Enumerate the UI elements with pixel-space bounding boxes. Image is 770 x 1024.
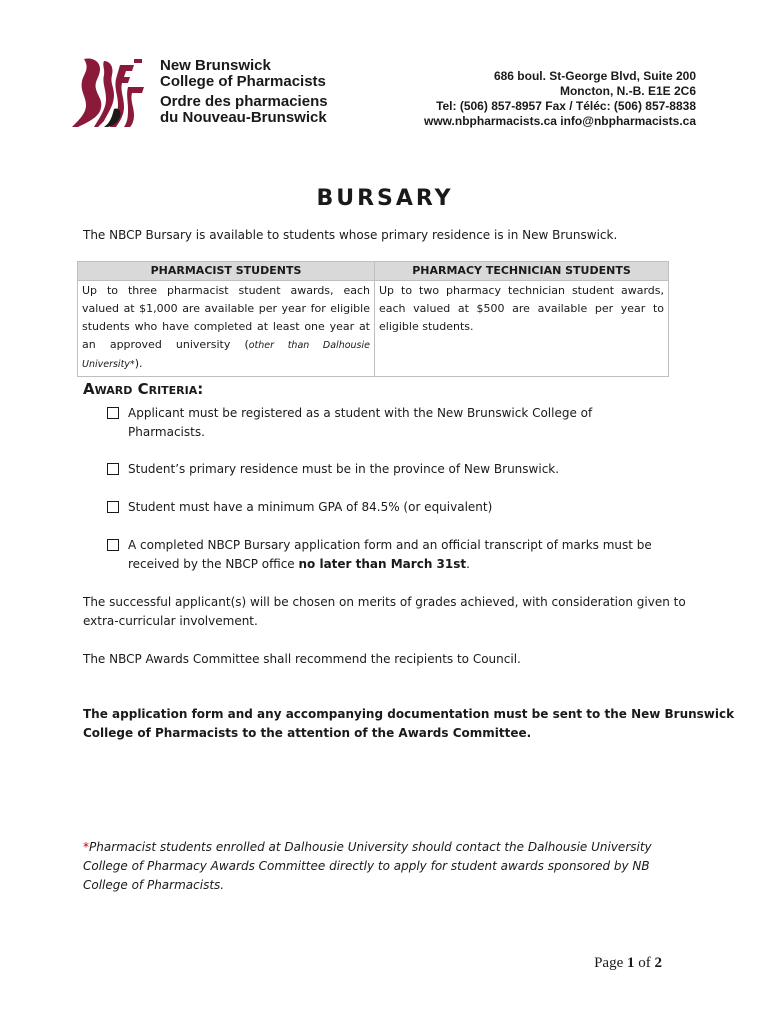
- page-current: 1: [627, 955, 635, 971]
- criteria-item: [107, 498, 667, 517]
- criteria-text-3: Student must have a minimum GPA of 84.5% (or equivalent): [128, 500, 493, 514]
- technician-cell: Up to two pharmacy technician student awards, each valued at $500 are available per year to eligible students.: [375, 281, 669, 377]
- pharmacist-text: Up to three pharmacist student awards, each valued at $1,000 are available per year for eligible students who have completed at least one year at an approved university (: [82, 284, 370, 351]
- page-title: BURSARY: [316, 186, 454, 211]
- page-number: [594, 955, 662, 972]
- org-name-fr-line2: du Nouveau-Brunswick: [160, 109, 327, 126]
- deadline-text: no later than March 31st: [298, 557, 467, 571]
- org-name-fr-line1: Ordre des pharmaciens: [160, 93, 328, 110]
- criteria-text-2: Student’s primary residence must be in the province of New Brunswick.: [128, 462, 560, 476]
- city-line: Moncton, N.-B. E1E 2C6: [559, 84, 696, 98]
- address-line: 686 boul. St-George Blvd, Suite 200: [493, 69, 696, 83]
- committee-paragraph: The NBCP Awards Committee shall recommend the recipients to Council.: [83, 652, 521, 666]
- criteria-item: [107, 536, 667, 574]
- checkbox-icon: [107, 539, 119, 551]
- footnote-star: *: [83, 840, 89, 854]
- page-label: Page: [594, 955, 627, 971]
- selection-paragraph: The successful applicant(s) will be chosen on merits of grades achieved, with consideration given to extra-curricular involvement.: [83, 595, 686, 628]
- criteria-text-1: Applicant must be registered as a student with the New Brunswick College of Pharmacists.: [128, 406, 593, 439]
- org-name-en-line2: College of Pharmacists: [160, 73, 326, 90]
- awards-table: [77, 261, 669, 377]
- checkbox-icon: [107, 407, 119, 419]
- web-line[interactable]: www.nbpharmacists.ca info@nbpharmacists.ca: [424, 114, 696, 128]
- criteria-text-4-end: .: [466, 557, 470, 571]
- submission-paragraph: The application form and any accompanying documentation must be sent to the New Brunswick College of Pharmacists to the attention of the Awards Committee.: [83, 707, 735, 740]
- checkbox-icon: [107, 501, 119, 513]
- footnote: [83, 838, 693, 895]
- pharmacist-end: ).: [134, 357, 143, 370]
- table-row: [78, 281, 669, 377]
- criteria-item: [107, 460, 667, 479]
- criteria-text-4: [128, 536, 667, 574]
- college-logo: [70, 57, 154, 129]
- table-header-row: [78, 262, 669, 281]
- phone-line: Tel: (506) 857-8957 Fax / Téléc: (506) 857-8838: [436, 99, 696, 113]
- pharmacist-note: other than Dalhousie University*: [82, 340, 370, 370]
- contact-block: [424, 69, 696, 129]
- organization-name: [160, 58, 328, 126]
- page-of: of: [634, 955, 655, 971]
- technician-header: PHARMACY TECHNICIAN STUDENTS: [375, 262, 669, 281]
- pharmacist-cell: [78, 281, 375, 377]
- pharmacist-header: PHARMACIST STUDENTS: [78, 262, 375, 281]
- footnote-text: Pharmacist students enrolled at Dalhousie University should contact the Dalhousie University College of Pharmacy Awards Committee directly to apply for student awards sponsored by NB College of Pharmacists.: [83, 840, 652, 892]
- checkbox-icon: [107, 463, 119, 475]
- intro-text: The NBCP Bursary is available to students whose primary residence is in New Brunswick.: [83, 228, 618, 242]
- org-name-en-line1: New Brunswick: [160, 57, 271, 74]
- page-total: 2: [654, 955, 662, 971]
- criteria-heading: Award Criteria:: [83, 380, 204, 398]
- criteria-item: [107, 404, 667, 442]
- criteria-text-4-main: A completed NBCP Bursary application form and an official transcript of marks must be received by the NBCP office: [128, 538, 652, 571]
